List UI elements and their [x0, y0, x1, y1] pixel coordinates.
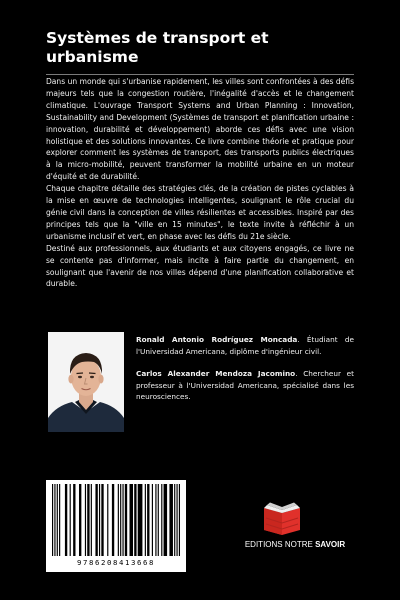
barcode-bar	[174, 484, 175, 556]
publisher-name-bold: SAVOIR	[315, 540, 346, 549]
barcode-bar	[54, 484, 55, 556]
author-photo	[48, 332, 124, 432]
author-2-bio	[136, 368, 354, 403]
barcode-bar	[112, 484, 114, 556]
blurb-paragraph-1: Dans un monde qui s'urbanise rapidement, les villes sont confrontées à des défis majeurs tels que la congestion routière, l'inégalité d'accès et le changement climatique. L'ouvrage Transport Systems and Urban Planning : Innovation, Sustainability and Development (Systèmes de transport et planification urbaine : innovation, durabilité et développement) aborde ces défis avec une vision holistique et des solutions innovantes. Ce livre combine théorie et pratique pour explorer comment les systèmes de transport, des transports publics électriques à la micro-mobilité, peuvent transformer la mobilité urbaine en un moteur d'équité et de durabilité.	[46, 77, 354, 182]
barcode-bar	[59, 484, 60, 556]
barcode-bar	[152, 484, 153, 556]
isbn-number: 9786208413668	[77, 558, 155, 567]
barcode-bar	[91, 484, 92, 556]
barcode-bar	[176, 484, 177, 556]
barcode-bar	[147, 484, 149, 556]
isbn-barcode	[46, 480, 186, 572]
author-2-name: Carlos Alexander Mendoza Jacomino	[136, 369, 296, 378]
author-1-bio	[136, 334, 354, 357]
title-divider	[46, 74, 354, 75]
barcode-bar	[125, 484, 127, 556]
barcode-bar	[158, 484, 159, 556]
barcode-bar	[57, 484, 58, 556]
barcode-bar	[122, 484, 123, 556]
barcode-bar	[164, 484, 168, 556]
barcode-bar	[120, 484, 121, 556]
barcode-bar	[138, 484, 143, 556]
blurb-paragraph-2: Chaque chapitre détaille des stratégies clés, de la création de pistes cyclables à la mise en œuvre de technologies intelligentes, soulignant le rôle crucial du génie civil dans la conception de villes résilientes et accessibles. Inspiré par des principes tels que la "ville en 15 minutes", le texte invite à réfléchir à un urbanisme inclusif et vert, en phase avec les défis du 21e siècle.	[46, 184, 354, 241]
barcode-bar	[85, 484, 86, 556]
barcode-bar	[52, 484, 53, 556]
barcode-bar	[130, 484, 134, 556]
author-1-name: Ronald Antonio Rodríguez Moncada	[136, 335, 298, 344]
barcode-bar	[118, 484, 119, 556]
book-title	[46, 29, 366, 67]
barcode-bar	[169, 484, 173, 556]
author-portrait-icon	[48, 332, 124, 432]
blurb-paragraph-3: Destiné aux professionnels, aux étudiants et aux citoyens engagés, ce livre ne se contente pas d'informer, mais incite à faire partie du changement, en soulignant que l'avenir de nos villes dépend d'une planification collaborative et durable.	[46, 243, 354, 289]
barcode-bar	[65, 484, 67, 556]
barcode-bar	[179, 484, 180, 556]
publisher-name	[240, 540, 350, 549]
barcode-bar	[101, 484, 103, 556]
barcode-bar	[134, 484, 136, 556]
author-1-description: . Étudiant de l'Universidad Americana, diplôme d'ingénieur civil.	[136, 335, 354, 356]
title-line-2: urbanisme	[46, 48, 139, 66]
barcode-bar	[107, 484, 108, 556]
barcode-bars	[52, 484, 180, 556]
barcode-bar	[95, 484, 97, 556]
barcode-bar	[161, 484, 162, 556]
barcode-bar	[99, 484, 100, 556]
barcode-bar	[79, 484, 81, 556]
barcode-bar	[87, 484, 89, 556]
barcode-bar	[145, 484, 146, 556]
barcode-bar	[70, 484, 71, 556]
barcode-bar	[155, 484, 156, 556]
author-2-description: . Chercheur et professeur à l'Universidad Americana, spécialisé dans les neurosciences.	[136, 369, 355, 402]
publisher-name-regular: EDITIONS NOTRE	[244, 540, 316, 549]
barcode-bar	[73, 484, 75, 556]
blurb	[46, 76, 354, 290]
open-book-logo-icon	[262, 502, 302, 536]
title-line-1: Systèmes de transport et	[46, 29, 269, 47]
